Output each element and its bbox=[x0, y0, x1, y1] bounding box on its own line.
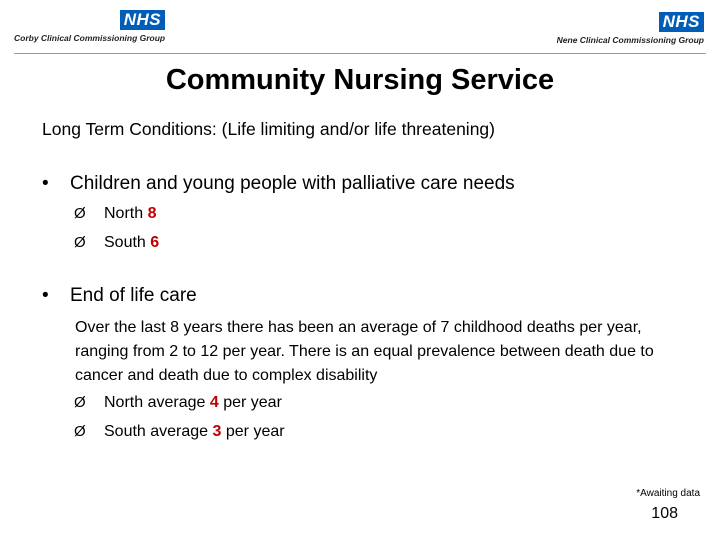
list-item-north bbox=[74, 202, 156, 226]
subtitle bbox=[42, 116, 495, 142]
page-number: 108 bbox=[651, 505, 678, 522]
arrow-icon: Ø bbox=[74, 234, 86, 251]
nene-ccg-logo bbox=[557, 12, 704, 45]
item-label: North average bbox=[104, 394, 210, 411]
item-value: 4 bbox=[209, 394, 219, 411]
item-label: South average bbox=[104, 423, 213, 440]
bullet-icon: • bbox=[42, 173, 49, 194]
nene-ccg-name: Nene Clinical Commissioning Group bbox=[556, 35, 704, 45]
arrow-icon: Ø bbox=[74, 423, 86, 440]
subtitle-bold: Long Term Conditions bbox=[42, 119, 212, 139]
corby-ccg-name: Corby Clinical Commissioning Group bbox=[14, 33, 166, 43]
item-suffix: per year bbox=[221, 423, 285, 440]
item-label: North bbox=[104, 205, 148, 222]
nhs-logo-right: NHS bbox=[659, 12, 704, 32]
list-item-south bbox=[74, 231, 159, 255]
bullet-text: Children and young people with palliative care needs bbox=[70, 173, 515, 194]
footnote: *Awaiting data bbox=[636, 488, 700, 499]
item-suffix: per year bbox=[218, 394, 282, 411]
bullet-palliative-care bbox=[42, 170, 515, 198]
item-value: 8 bbox=[147, 205, 157, 222]
bullet-text: End of life care bbox=[70, 285, 197, 306]
item-value: 3 bbox=[212, 423, 222, 440]
end-of-life-paragraph: Over the last 8 years there has been an average of 7 childhood deaths per year, ranging from 2 to 12 per year. There is an equal prevalence between death due to cancer and death due to complex disability bbox=[75, 319, 654, 384]
page-title: Community Nursing Service bbox=[165, 64, 555, 96]
item-value: 6 bbox=[150, 234, 160, 251]
arrow-icon: Ø bbox=[74, 394, 86, 411]
bullet-icon: • bbox=[42, 285, 49, 306]
corby-ccg-logo bbox=[14, 10, 165, 43]
arrow-icon: Ø bbox=[74, 205, 86, 222]
list-item-south-average bbox=[74, 420, 285, 444]
list-item-north-average bbox=[74, 391, 282, 415]
header-divider bbox=[14, 53, 706, 54]
bullet-end-of-life bbox=[42, 282, 197, 310]
nhs-logo-left: NHS bbox=[120, 10, 165, 30]
item-label: South bbox=[104, 234, 151, 251]
subtitle-rest: : (Life limiting and/or life threatening) bbox=[211, 119, 495, 139]
